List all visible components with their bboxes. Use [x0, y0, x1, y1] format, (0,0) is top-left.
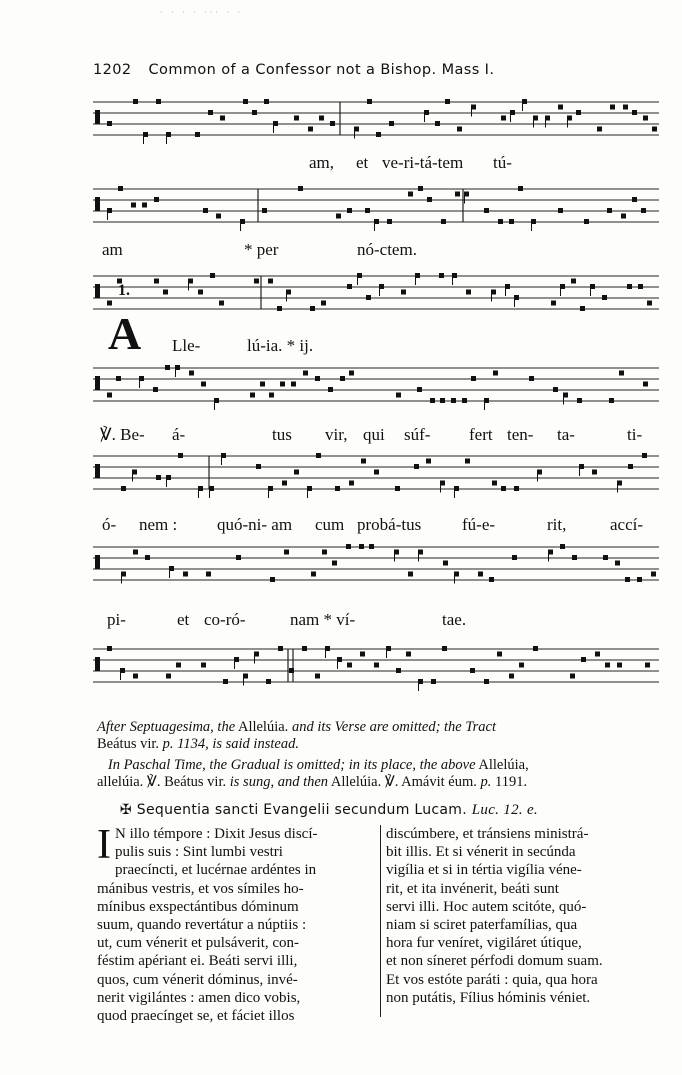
neume-note — [121, 486, 126, 491]
lyric-syllable: Lle- — [172, 336, 201, 355]
lyric-syllable: am — [102, 240, 123, 259]
clef-mark — [95, 555, 100, 569]
lyric-syllable: á- — [172, 425, 186, 444]
gospel-line: rit, et ita invénerit, beáti sunt — [386, 880, 559, 897]
neume-note — [439, 273, 444, 278]
neume-note — [623, 105, 628, 110]
gospel-line: quod praecínget se, et fáciet illos — [97, 1008, 295, 1025]
neume-note — [619, 371, 624, 376]
neume-note — [387, 219, 392, 224]
neume-note — [558, 208, 563, 213]
neume-note — [367, 99, 372, 104]
rubric-text: Beátus vir. — [97, 736, 160, 752]
neume-note — [347, 208, 352, 213]
lyric-row — [97, 515, 663, 535]
staff-svg — [93, 541, 659, 589]
neume-note — [107, 646, 112, 651]
clef-mark — [95, 197, 100, 211]
lyric-syllable: fú-e- — [462, 515, 496, 534]
staff-svg — [93, 450, 659, 498]
neume-note — [451, 398, 456, 403]
neume-note — [316, 453, 321, 458]
neume-note — [581, 657, 586, 662]
gospel-heading-text: ✠ Sequentia sancti Evangelii secundum Lucam. — [120, 802, 467, 818]
neume-note — [374, 663, 379, 668]
neume-note — [492, 481, 497, 486]
clef-mark — [95, 284, 100, 298]
rubric-text: 1134, — [177, 736, 209, 752]
neume-note — [576, 110, 581, 115]
lyric-syllable: tae. — [442, 610, 467, 629]
rubric-text: is sung, and then — [229, 774, 329, 790]
gospel-line: pulis suis : Sint lumbi vestri — [115, 844, 283, 861]
lyric-syllable: pi- — [107, 610, 126, 629]
neume-note — [642, 453, 647, 458]
neume-note — [298, 186, 303, 191]
rubric-text: Allelúia. ℣. Amávit éum. — [330, 774, 477, 790]
neume-note — [484, 208, 489, 213]
staff-svg — [93, 270, 659, 318]
neume-note — [340, 376, 345, 381]
neume-note — [131, 203, 136, 208]
neume-note — [647, 301, 652, 306]
neume-note — [551, 301, 556, 306]
neume-note — [418, 186, 423, 191]
rubric-text: and its Verse are omitted; the Tract — [291, 719, 496, 735]
staff-svg — [93, 643, 659, 691]
neume-note — [142, 203, 147, 208]
neume-note — [632, 197, 637, 202]
lyric-syllable: tú- — [493, 153, 512, 172]
neume-note — [533, 646, 538, 651]
neume-note — [294, 116, 299, 121]
chant-initial: A — [108, 308, 142, 359]
neume-note — [176, 663, 181, 668]
chant-staff — [93, 183, 659, 223]
gospel-line: mínibus exspectántibus dóminum — [97, 898, 299, 915]
neume-note — [349, 481, 354, 486]
lyric-syllable: ó- — [102, 515, 117, 534]
neume-note — [628, 464, 633, 469]
neume-note — [518, 186, 523, 191]
neume-note — [558, 105, 563, 110]
neume-note — [489, 577, 494, 582]
neume-note — [621, 214, 626, 219]
neume-note — [625, 577, 630, 582]
neume-note — [645, 663, 650, 668]
neume-note — [580, 306, 585, 311]
lyric-syllable: et — [177, 610, 190, 629]
rubric-paschal — [97, 757, 663, 791]
rubric-text: After Septuagesima, the — [97, 719, 236, 735]
neume-note — [414, 464, 419, 469]
clef-mark — [95, 657, 100, 671]
neume-note — [133, 550, 138, 555]
neume-note — [277, 306, 282, 311]
neume-note — [445, 99, 450, 104]
rubric-septuagesima — [97, 719, 663, 753]
neume-note — [206, 572, 211, 577]
neume-note — [497, 652, 502, 657]
neume-note — [493, 371, 498, 376]
neume-note — [501, 116, 506, 121]
neume-note — [597, 127, 602, 132]
neume-note — [466, 290, 471, 295]
neume-note — [183, 572, 188, 577]
rubric-text: p. — [162, 736, 174, 752]
neume-note — [519, 663, 524, 668]
neume-note — [457, 127, 462, 132]
neume-note — [210, 273, 215, 278]
neume-note — [195, 132, 200, 137]
neume-note — [319, 116, 324, 121]
lyric-syllable: probá-tus — [357, 515, 422, 534]
neume-note — [107, 393, 112, 398]
gospel-heading — [120, 802, 538, 819]
neume-note — [427, 197, 432, 202]
neume-note — [178, 453, 183, 458]
neume-note — [133, 99, 138, 104]
staff-svg — [93, 183, 659, 231]
gospel-line: vigília et si in tértia vigília véne- — [386, 862, 582, 879]
gospel-line: ut, cum vénerit et pulsáverit, con- — [97, 935, 300, 952]
neume-note — [509, 219, 514, 224]
gospel-reference: Luc. 12. e. — [471, 802, 538, 818]
neume-note — [133, 674, 138, 679]
neume-note — [321, 301, 326, 306]
neume-note — [512, 555, 517, 560]
neume-note — [282, 481, 287, 486]
neume-note — [426, 459, 431, 464]
neume-note — [570, 674, 575, 679]
neume-note — [484, 679, 489, 684]
neume-note — [289, 668, 294, 673]
chant-staff — [93, 643, 659, 683]
neume-note — [260, 382, 265, 387]
neume-note — [615, 561, 620, 566]
lyric-syllable: ten- — [507, 425, 534, 444]
neume-note — [374, 470, 379, 475]
clef-mark — [95, 110, 100, 124]
scan-marks: · · · · ··· · · — [160, 8, 244, 17]
lyric-syllable: am, — [309, 153, 335, 172]
neume-note — [471, 376, 476, 381]
neume-note — [349, 371, 354, 376]
gospel-line: discúmbere, et tránsiens ministrá- — [386, 826, 589, 842]
neume-note — [389, 121, 394, 126]
neume-note — [156, 475, 161, 480]
chant-number: 1. — [118, 282, 130, 299]
neume-note — [189, 371, 194, 376]
gospel-line: servi illi. Hoc autem scitóte, quó- — [386, 898, 587, 915]
neume-note — [651, 572, 656, 577]
neume-note — [216, 214, 221, 219]
neume-note — [243, 99, 248, 104]
neume-note — [443, 561, 448, 566]
lyric-syllable: súf- — [404, 425, 431, 444]
neume-note — [408, 192, 413, 197]
neume-note — [595, 652, 600, 657]
neume-note — [303, 371, 308, 376]
neume-note — [163, 290, 168, 295]
gospel-line: praecíncti, et lucérnae ardéntes in — [115, 862, 317, 879]
neume-note — [220, 116, 225, 121]
neume-note — [408, 572, 413, 577]
neume-note — [465, 459, 470, 464]
neume-note — [643, 116, 648, 121]
neume-note — [107, 301, 112, 306]
neume-note — [440, 398, 445, 403]
chant-staff — [93, 270, 659, 310]
neume-note — [116, 376, 121, 381]
lyric-syllable: co-ró- — [204, 610, 246, 629]
neume-note — [592, 470, 597, 475]
staff-svg — [93, 362, 659, 410]
lyric-syllable: ta- — [557, 425, 575, 444]
neume-note — [553, 387, 558, 392]
neume-note — [395, 486, 400, 491]
neume-note — [347, 663, 352, 668]
neume-note — [641, 208, 646, 213]
neume-note — [470, 668, 475, 673]
lyric-syllable: qui — [363, 425, 385, 444]
neume-note — [607, 208, 612, 213]
neume-note — [322, 550, 327, 555]
neume-note — [577, 398, 582, 403]
chant-staff — [93, 362, 659, 402]
neume-note — [269, 393, 274, 398]
neume-note — [250, 393, 255, 398]
neume-note — [529, 376, 534, 381]
neume-note — [330, 121, 335, 126]
neume-note — [366, 295, 371, 300]
neume-note — [632, 110, 637, 115]
rubric-text: Allelúia. — [237, 719, 289, 735]
neume-note — [236, 555, 241, 560]
column-divider — [380, 825, 381, 1017]
lyric-syllable: tus — [272, 425, 292, 444]
neume-note — [310, 306, 315, 311]
rubric-text: allelúia. ℣. Beátus vir. — [97, 774, 227, 790]
neume-note — [335, 486, 340, 491]
neume-note — [118, 186, 123, 191]
neume-note — [270, 577, 275, 582]
lyric-syllable: nó-ctem. — [357, 240, 417, 259]
neume-note — [609, 398, 614, 403]
lyric-syllable: fert — [469, 425, 493, 444]
neume-note — [256, 464, 261, 469]
neume-note — [514, 486, 519, 491]
neume-note — [336, 214, 341, 219]
neume-note — [498, 219, 503, 224]
gospel-right-column — [386, 825, 658, 1007]
neume-note — [154, 197, 159, 202]
neume-note — [360, 652, 365, 657]
lyric-row — [97, 240, 663, 260]
chant-staff — [93, 96, 659, 136]
lyric-syllable: vir, — [325, 425, 348, 444]
gospel-line: nerit vigilántes : amen dico vobis, — [97, 989, 301, 1006]
neume-note — [284, 550, 289, 555]
gospel-line: N illo témpore : Dixit Jesus discí- — [115, 826, 318, 842]
neume-note — [156, 99, 161, 104]
chant-staff — [93, 541, 659, 581]
neume-note — [361, 459, 366, 464]
lyric-syllable: lú-ia. * ij. — [247, 336, 314, 355]
neume-note — [223, 679, 228, 684]
staff-svg — [93, 96, 659, 144]
neume-note — [376, 132, 381, 137]
gospel-line: niam si sciret paterfamílias, qua — [386, 917, 578, 934]
neume-note — [610, 105, 615, 110]
neume-note — [652, 127, 657, 132]
gospel-dropcap: I — [97, 822, 111, 868]
chant-staff — [93, 450, 659, 490]
neume-note — [264, 99, 269, 104]
rubric-text: Allelúia, — [478, 757, 529, 773]
gospel-line: et non síneret pérfodi domum suam. — [386, 953, 603, 970]
neume-note — [571, 279, 576, 284]
neume-note — [278, 646, 283, 651]
neume-note — [201, 663, 206, 668]
neume-note — [201, 382, 206, 387]
gospel-line: bit illis. Et si vénerit in secúnda — [386, 844, 576, 861]
gospel-line: quos, cum vénerit dóminus, invé- — [97, 971, 298, 988]
neume-note — [311, 572, 316, 577]
neume-note — [572, 555, 577, 560]
neume-note — [643, 382, 648, 387]
neume-note — [365, 208, 370, 213]
neume-note — [294, 470, 299, 475]
gospel-line: non putátis, Fílius hóminis véniet. — [386, 989, 591, 1006]
lyric-row — [97, 153, 663, 173]
lyric-syllable: ℣. Be- — [100, 425, 145, 444]
neume-note — [308, 127, 313, 132]
neume-note — [627, 284, 632, 289]
rubric-text: 1191. — [495, 774, 528, 790]
lyric-syllable: quó-ni- am — [217, 515, 293, 534]
neume-note — [617, 663, 622, 668]
rubric-text: is said instead. — [212, 736, 299, 752]
clef-mark — [95, 464, 100, 478]
neume-note — [430, 398, 435, 403]
neume-note — [302, 646, 307, 651]
rubric-text: In Paschal Time, the Gradual is omitted; in its place, the above — [107, 757, 476, 773]
gospel-line: mánibus vestris, et vos símiles ho- — [97, 880, 304, 897]
neume-note — [254, 279, 259, 284]
lyric-syllable: et — [356, 153, 369, 172]
neume-note — [315, 674, 320, 679]
neume-note — [602, 295, 607, 300]
neume-note — [291, 382, 296, 387]
neume-note — [442, 646, 447, 651]
neume-note — [315, 376, 320, 381]
neume-note — [165, 365, 170, 370]
neume-note — [203, 208, 208, 213]
neume-note — [359, 544, 364, 549]
lyric-syllable: accí- — [610, 515, 644, 534]
lyric-syllable: cum — [315, 515, 345, 534]
page-header — [93, 62, 659, 78]
neume-note — [406, 652, 411, 657]
neume-note — [346, 544, 351, 549]
gospel-line: Et vos estóte paráti : quia, qua hora — [386, 971, 598, 988]
neume-note — [153, 387, 158, 392]
neume-note — [328, 387, 333, 392]
rubric-text: p. — [480, 774, 492, 790]
neume-note — [509, 674, 514, 679]
neume-note — [268, 279, 273, 284]
gospel-left-column — [97, 822, 373, 1025]
neume-note — [637, 577, 642, 582]
lyric-syllable: rit, — [547, 515, 567, 534]
neume-note — [208, 110, 213, 115]
neume-note — [462, 398, 467, 403]
neume-note — [166, 674, 171, 679]
neume-note — [107, 121, 112, 126]
neume-note — [501, 486, 506, 491]
lyric-syllable: nam * ví- — [290, 610, 356, 629]
neume-note — [638, 284, 643, 289]
lyric-syllable: ve-ri-tá-tem — [382, 153, 464, 172]
neume-note — [154, 279, 159, 284]
neume-note — [369, 544, 374, 549]
mass-label: Mass I. — [441, 62, 495, 78]
neume-note — [262, 208, 267, 213]
lyric-row — [97, 425, 663, 445]
neume-note — [417, 387, 422, 392]
neume-note — [280, 382, 285, 387]
neume-note — [431, 679, 436, 684]
neume-note — [266, 679, 271, 684]
neume-note — [603, 555, 608, 560]
lyric-row — [97, 610, 663, 630]
neume-note — [435, 121, 440, 126]
lyric-syllable: * per — [244, 240, 279, 259]
neume-note — [396, 393, 401, 398]
lyric-syllable: ti- — [627, 425, 643, 444]
neume-note — [455, 192, 460, 197]
neume-note — [252, 110, 257, 115]
neume-note — [584, 219, 589, 224]
neume-note — [560, 544, 565, 549]
lyric-row — [97, 336, 663, 356]
neume-note — [219, 301, 224, 306]
gospel-line: féstim apériant ei. Beáti servi illi, — [97, 953, 298, 970]
page-title: Common of a Confessor not a Bishop. — [148, 62, 437, 78]
gospel-line: hora fur veníret, vigiláret útique, — [386, 935, 582, 952]
neume-note — [198, 290, 203, 295]
neume-note — [605, 663, 610, 668]
neume-note — [145, 555, 150, 560]
neume-note — [478, 572, 483, 577]
gospel-line: suum, quando revertátur a núptiis : — [97, 917, 307, 934]
neume-note — [347, 284, 352, 289]
lyric-syllable: nem : — [139, 515, 178, 534]
neume-note — [441, 219, 446, 224]
neume-note — [396, 668, 401, 673]
clef-mark — [95, 376, 100, 390]
neume-note — [401, 290, 406, 295]
page-number: 1202 — [93, 62, 132, 78]
neume-note — [332, 561, 337, 566]
